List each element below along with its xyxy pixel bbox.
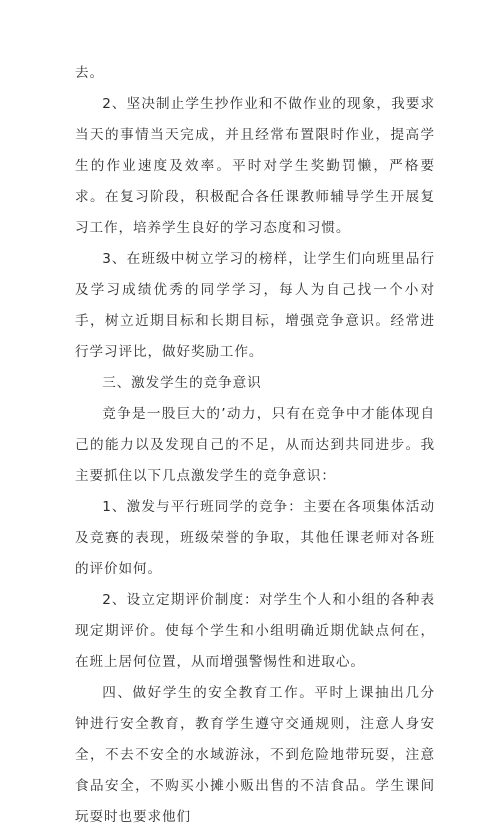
paragraph-competition-1: 1、激发与平行班同学的竞争：主要在各项集体活动及竞赛的表现，班级荣誉的争取，其他任课老师对各班的评价如何。 xyxy=(75,499,435,577)
document-body xyxy=(75,58,435,833)
paragraph-safety-education: 四、做好学生的安全教育工作。平时上课抽出几分钟进行安全教育，教育学生遵守交通规则，注意人身安全，不去不安全的水域游泳，不到危险地带玩耍，注意食品安全，不购买小摊小贩出售的不洁食品。学生课间玩耍时也要求他们 xyxy=(75,685,435,825)
paragraph-item-2: 2、坚决制止学生抄作业和不做作业的现象，我要求当天的事情当天完成，并且经常布置限时作业，提高学生的作业速度及效率。平时对学生奖勤罚懒，严格要求。在复习阶段，积极配合各任课教师辅导学生开展复习工作，培养学生良好的学习态度和习惯。 xyxy=(75,96,435,236)
paragraph-competition-intro: 竞争是一股巨大的’动力，只有在竞争中才能体现自己的能力以及发现自己的不足，从而达到共同进步。我主要抓住以下几点激发学生的竞争意识： xyxy=(75,406,435,484)
paragraph-continuation: 去。 xyxy=(75,65,104,81)
section-heading-3: 三、激发学生的竞争意识 xyxy=(102,375,262,391)
paragraph-item-3: 3、在班级中树立学习的榜样，让学生们向班里品行及学习成绩优秀的同学学习，每人为自己找一个小对手，树立近期目标和长期目标，增强竞争意识。经常进行学习评比，做好奖励工作。 xyxy=(75,251,435,360)
paragraph-competition-2: 2、设立定期评价制度：对学生个人和小组的各种表现定期评价。使每个学生和小组明确近期优缺点何在，在班上居何位置，从而增强警惕性和进取心。 xyxy=(75,592,435,670)
